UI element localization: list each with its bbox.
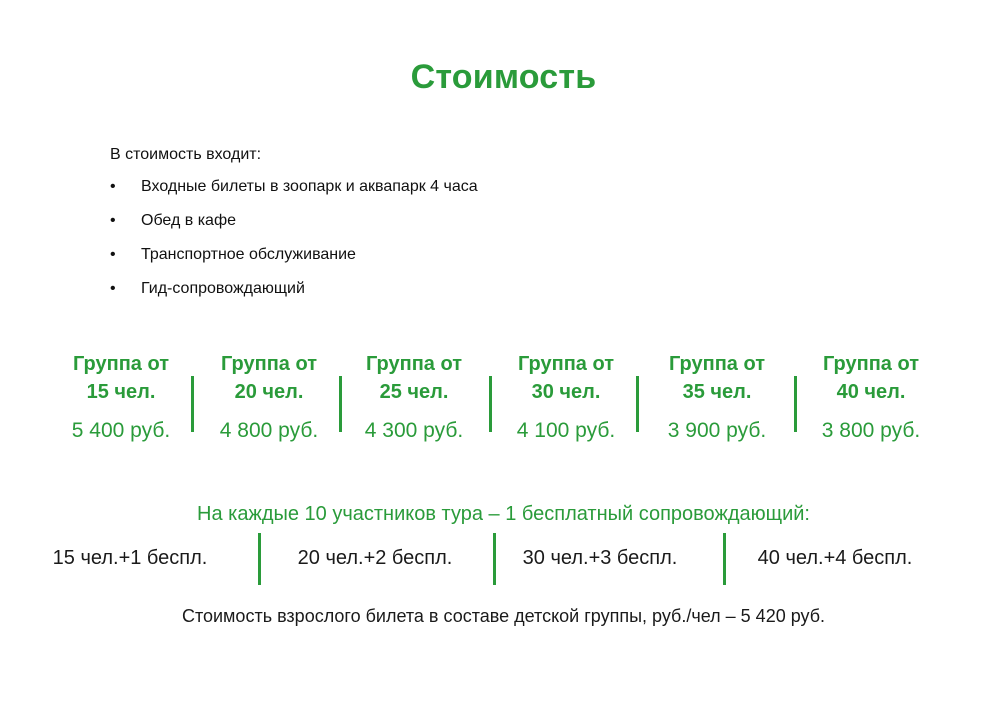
free-companion-row bbox=[40, 533, 960, 587]
bullet-icon: • bbox=[110, 178, 116, 195]
includes-item-label: Транспортное обслуживание bbox=[141, 246, 356, 263]
group-price-20 bbox=[194, 350, 344, 446]
free-item: 30 чел.+3 беспл. bbox=[522, 547, 678, 569]
group-label bbox=[339, 350, 489, 406]
bullet-icon: • bbox=[110, 280, 116, 297]
group-price-25 bbox=[339, 350, 489, 446]
adult-ticket-note: Стоимость взрослого билета в составе детской группы, руб./чел – 5 420 руб. bbox=[181, 606, 826, 626]
includes-heading: В стоимость входит: bbox=[110, 146, 262, 163]
group-label-line2: 35 чел. bbox=[682, 381, 752, 403]
includes-section bbox=[110, 144, 810, 312]
free-divider bbox=[723, 533, 726, 585]
group-price: 4 800 руб. bbox=[219, 419, 319, 442]
free-divider bbox=[493, 533, 496, 585]
group-label bbox=[46, 350, 196, 406]
bullet-icon: • bbox=[110, 212, 116, 229]
group-price: 3 800 руб. bbox=[821, 419, 921, 442]
group-price-35 bbox=[642, 350, 792, 446]
free-divider bbox=[258, 533, 261, 585]
bullet-icon: • bbox=[110, 246, 116, 263]
group-label-line1: Группа от bbox=[517, 353, 614, 375]
free-item: 15 чел.+1 беспл. bbox=[52, 547, 208, 569]
group-prices bbox=[46, 350, 956, 450]
group-label-line2: 30 чел. bbox=[531, 381, 601, 403]
group-price-15 bbox=[46, 350, 196, 446]
group-price: 4 300 руб. bbox=[364, 419, 464, 442]
group-label bbox=[796, 350, 946, 406]
list-item bbox=[110, 176, 810, 210]
list-item bbox=[110, 244, 810, 278]
includes-item-label: Обед в кафе bbox=[141, 212, 237, 229]
group-label-line1: Группа от bbox=[72, 353, 169, 375]
group-price: 4 100 руб. bbox=[516, 419, 616, 442]
page-title: Стоимость bbox=[410, 58, 597, 96]
group-label-line2: 20 чел. bbox=[234, 381, 304, 403]
group-price: 5 400 руб. bbox=[71, 419, 171, 442]
group-price-30 bbox=[491, 350, 641, 446]
group-label-line1: Группа от bbox=[668, 353, 765, 375]
free-item: 20 чел.+2 беспл. bbox=[297, 547, 453, 569]
list-item bbox=[110, 210, 810, 244]
group-label-line1: Группа от bbox=[220, 353, 317, 375]
group-label-line2: 40 чел. bbox=[836, 381, 906, 403]
free-companion-note: На каждые 10 участников тура – 1 бесплатный сопровождающий: bbox=[197, 503, 810, 525]
group-price-40 bbox=[796, 350, 946, 446]
group-price: 3 900 руб. bbox=[667, 419, 767, 442]
includes-list bbox=[110, 176, 810, 312]
group-label-line2: 15 чел. bbox=[86, 381, 156, 403]
includes-item-label: Гид-сопровождающий bbox=[141, 280, 305, 297]
includes-item-label: Входные билеты в зоопарк и аквапарк 4 часа bbox=[141, 178, 478, 195]
group-label bbox=[642, 350, 792, 406]
group-label-line2: 25 чел. bbox=[379, 381, 449, 403]
list-item bbox=[110, 278, 810, 312]
group-label-line1: Группа от bbox=[822, 353, 919, 375]
group-divider bbox=[636, 376, 639, 432]
group-label bbox=[194, 350, 344, 406]
group-label bbox=[491, 350, 641, 406]
group-label-line1: Группа от bbox=[365, 353, 462, 375]
free-item: 40 чел.+4 беспл. bbox=[757, 547, 913, 569]
